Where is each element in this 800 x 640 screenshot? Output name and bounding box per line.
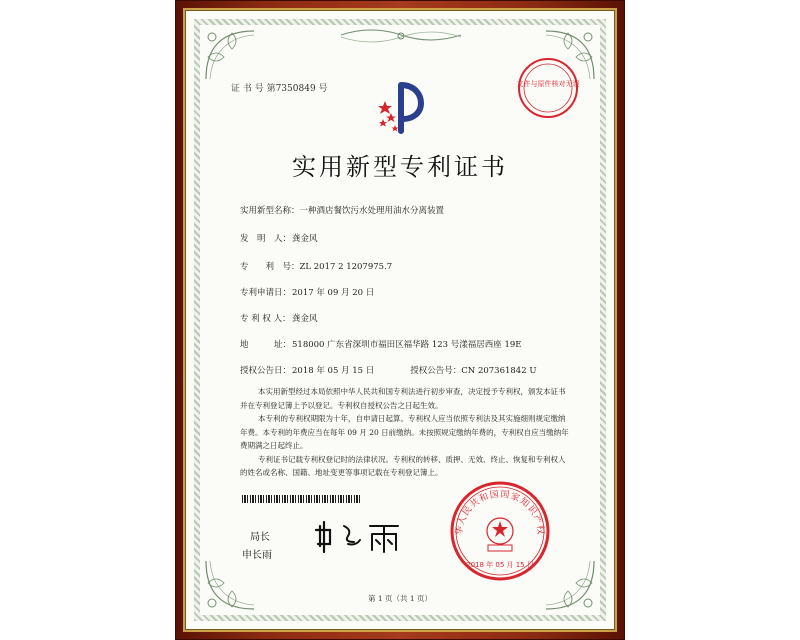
paragraph-term: 本专利的专利权期限为十年，自申请日起算。专利权人应当依照专利法及其实施细则规定缴纳年费。本专利的年费应当在每年 09 月 20 日前缴纳。未按照规定缴纳年费的，专利权自应当缴纳年费期满之日起终止。 [240, 414, 569, 450]
field-value: 2017 年 09 月 20 日 [292, 288, 375, 298]
certificate-body [240, 385, 570, 480]
official-seal-text: 华人民共和国国家知识产权 [454, 489, 546, 536]
field-label: 专 利 权 人： [240, 314, 291, 324]
field-value: 一种酒店餐饮污水处理用油水分离装置 [299, 206, 445, 216]
field-value: CN 207361842 U [461, 366, 537, 376]
patent-office-logo-icon [371, 79, 431, 139]
field-value: 2018 年 05 月 15 日 [292, 366, 375, 376]
certificate-title: 实用新型专利证书 [292, 153, 508, 181]
top-ornament-icon [341, 25, 461, 45]
certificate-number: 证 书 号 第7350849 号 [231, 84, 328, 94]
director-name: 申长雨 [242, 550, 272, 561]
field-label: 发 明 人： [240, 234, 292, 244]
field-label: 专 利 号： [240, 262, 300, 272]
field-utility-model-name [240, 204, 444, 216]
field-value: ZL 2017 2 1207975.7 [299, 262, 393, 272]
field-announcement-date [240, 364, 536, 376]
field-patentee [240, 312, 318, 324]
paragraph-grant: 本实用新型经过本局依照中华人民共和国专利法进行初步审查，决定授予专利权，颁发本证书并在专利登记簿上予以登记。专利权自授权公告之日起生效。 [240, 387, 566, 410]
field-label: 实用新型名称： [240, 206, 300, 216]
certificate-paper [186, 11, 614, 629]
verification-stamp-text: 文件与原件核对无误 [516, 80, 580, 88]
field-value: 龚金风 [292, 234, 318, 244]
field-value: 龚金风 [292, 314, 318, 324]
field-address [240, 338, 522, 350]
field-value: 518000 广东省深圳市福田区福华路 123 号漾福居西座 19E [292, 340, 522, 350]
field-label: 授权公告日： [240, 366, 292, 376]
corner-ornament-icon [202, 557, 258, 613]
seal-date: 2018 年 05 月 15 日 [466, 561, 534, 569]
field-application-date [240, 286, 374, 298]
paragraph-legal-status: 专利证书记载专利权登记时的法律状况。专利权的转移、质押、无效、终止、恢复和专利权人的姓名或名称、国籍、地址变更等事项记载在专利登记簿上。 [240, 454, 566, 477]
page-number: 第 1 页（共 1 页） [367, 594, 433, 603]
field-inventor [240, 232, 318, 244]
field-label: 专利申请日： [240, 288, 292, 298]
director-signature [314, 516, 406, 556]
barcode [242, 495, 360, 503]
certificate-frame [175, 0, 625, 640]
director-title: 局长 [250, 532, 270, 543]
field-patent-number [240, 260, 392, 272]
field-label: 地 址： [240, 340, 292, 350]
corner-ornament-icon [202, 27, 258, 83]
verification-stamp [516, 56, 580, 120]
official-seal [448, 479, 552, 583]
field-label: 授权公告号： [410, 366, 462, 376]
